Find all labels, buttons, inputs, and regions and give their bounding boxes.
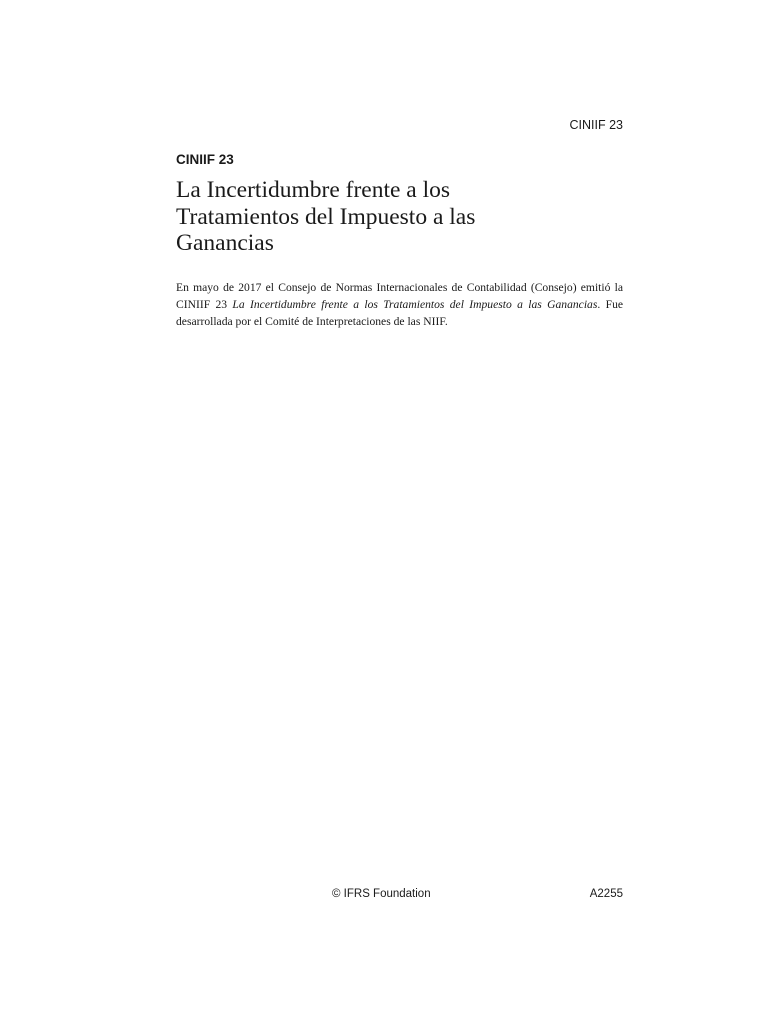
intro-italic-title: La Incertidumbre frente a los Tratamientos del Impuesto a las Ganancias (232, 297, 598, 311)
page-content (176, 152, 623, 330)
intro-text-start: En mayo de 2017 el Consejo de Normas Internacionales de Contabilidad (Consejo) emitió la CINIIF 23 (176, 280, 623, 311)
footer-copyright: © IFRS Foundation (332, 888, 431, 900)
running-header: CINIIF 23 (569, 118, 623, 132)
intro-paragraph (176, 279, 623, 330)
footer-page-number: A2255 (589, 888, 623, 900)
document-code: CINIIF 23 (176, 152, 234, 167)
document-title: La Incertidumbre frente a los Tratamientos del Impuesto a las Ganancias (176, 177, 476, 256)
intro-text-end: . Fue desarrollada por el Comité de Interpretaciones de las NIIF. (176, 297, 624, 328)
